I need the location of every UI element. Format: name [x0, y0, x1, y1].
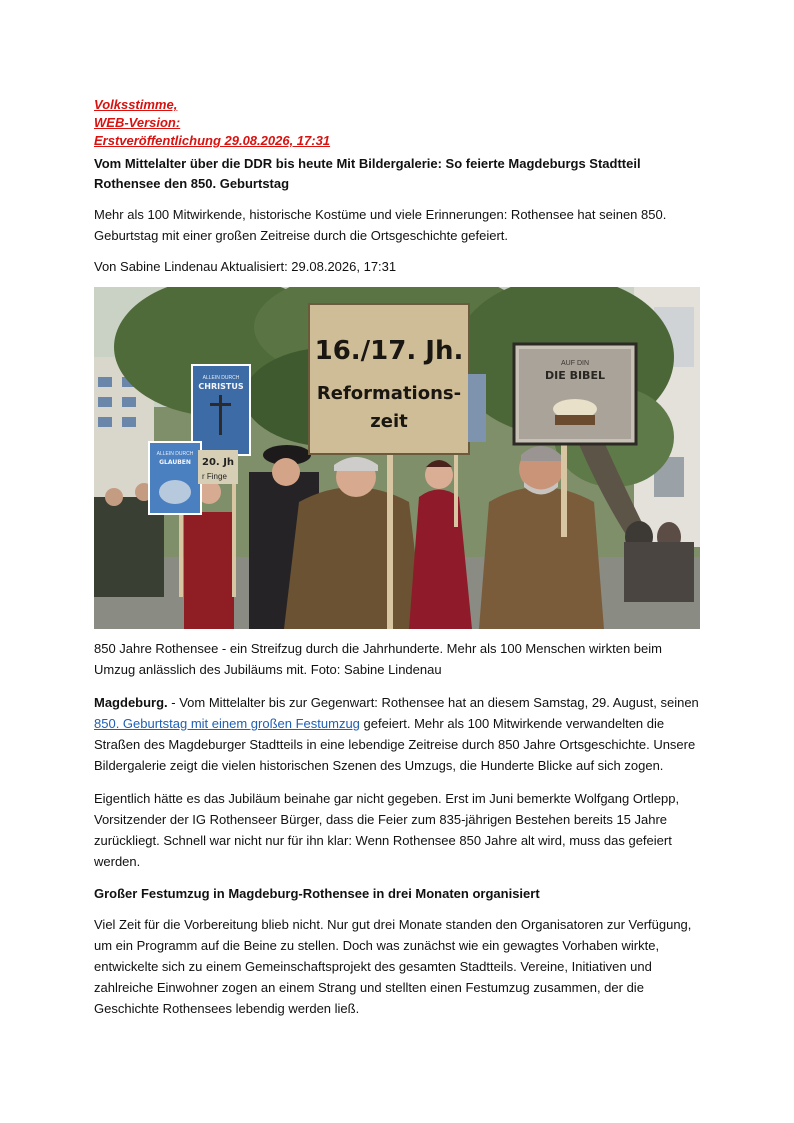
- festumzug-link[interactable]: 850. Geburtstag mit einem großen Festumzug: [94, 716, 360, 731]
- article-subheading: Großer Festumzug in Magdeburg-Rothensee in drei Monaten organisiert: [94, 886, 540, 901]
- photo-caption: 850 Jahre Rothensee - ein Streifzug durch die Jahrhunderte. Mehr als 100 Menschen wirkten beim Umzug anlässlich des Jubiläums mit. Foto: Sabine Lindenau: [94, 641, 662, 677]
- article-lead: Mehr als 100 Mitwirkende, historische Kostüme und viele Erinnerungen: Rothensee hat seinen 850. Geburtstag mit einer großen Zeitreise durch die Ortsgeschichte gefeiert.: [94, 207, 667, 243]
- article-headline: Vom Mittelalter über die DDR bis heute Mit Bildergalerie: So feierte Magdeburgs Stadtteil Rothensee den 850. Geburtstag: [94, 156, 641, 191]
- bible-sign-line1: AUF DIN: [561, 360, 589, 367]
- century-sign-line1: 20. Jh: [202, 457, 235, 468]
- source-version: WEB-Version:: [94, 115, 181, 130]
- article-paragraph-1: [94, 692, 700, 776]
- sign-era-label-line1: Reformations-: [316, 383, 462, 404]
- century-sign-line2: r Finge: [202, 472, 227, 481]
- source-first-published: Erstveröffentlichung 29.08.2026, 17:31: [94, 133, 331, 148]
- paragraph-1-part-1: - Vom Mittelalter bis zur Gegenwart: Rothensee hat an diesem Samstag, 29. August, seinen: [167, 695, 699, 710]
- christus-sign-line1: ALLEIN DURCH: [202, 375, 240, 381]
- bible-sign-line2: DIE BIBEL: [545, 369, 605, 382]
- article: [94, 96, 700, 1019]
- article-paragraph-2: Eigentlich hätte es das Jubiläum beinahe gar nicht gegeben. Erst im Juni bemerkte Wolfgang Ortlepp, Vorsitzender der IG Rothenseer Bürger, dass die Feier zum 835-jährigen Bestehen bereits 15 Jahre zurückliegt. Schnell war nicht nur für ihn klar: Wenn Rothensee 850 Jahre alt wird, muss das gefeiert werden.: [94, 791, 680, 869]
- glauben-sign-line1: ALLEIN DURCH: [156, 451, 194, 457]
- source-publication: Volksstimme,: [94, 97, 178, 112]
- paragraph-1-part-2: gefeiert. Mehr als 100 Mitwirkende verwandelten die Straßen des Magdeburger Stadtteils in eine lebendige Zeitreise durch 850 Jahre Ortsgeschichte. Unsere Bildergalerie zeigt die vielen historischen Szenen des Umzugs, die Hunderte Blicke auf sich zogen.: [94, 716, 696, 773]
- christus-sign-line2: CHRISTUS: [198, 382, 244, 391]
- article-photo: [94, 287, 700, 629]
- sign-century-label: 16./17. Jh.: [314, 336, 464, 366]
- article-paragraph-3: Viel Zeit für die Vorbereitung blieb nicht. Nur gut drei Monate standen den Organisatoren zur Verfügung, um ein Programm auf die Beine zu stellen. Doch was zunächst wie ein gewagtes Vorhaben wirkte, entwickelte sich zu einem Gemeinschaftsprojekt des gesamten Stadtteils. Vereine, Initiativen und zahlreiche Einwohner zogen an einem Strang und stellten einen Festumzug zusammen, der die Geschichte Rothensees lebendig werden ließ.: [94, 917, 692, 1016]
- article-byline: Von Sabine Lindenau Aktualisiert: 29.08.2026, 17:31: [94, 259, 397, 274]
- dateline: Magdeburg.: [94, 695, 168, 710]
- sign-era-label-line2: zeit: [370, 411, 408, 432]
- source-block: [94, 96, 700, 150]
- glauben-sign-line2: GLAUBEN: [159, 459, 191, 466]
